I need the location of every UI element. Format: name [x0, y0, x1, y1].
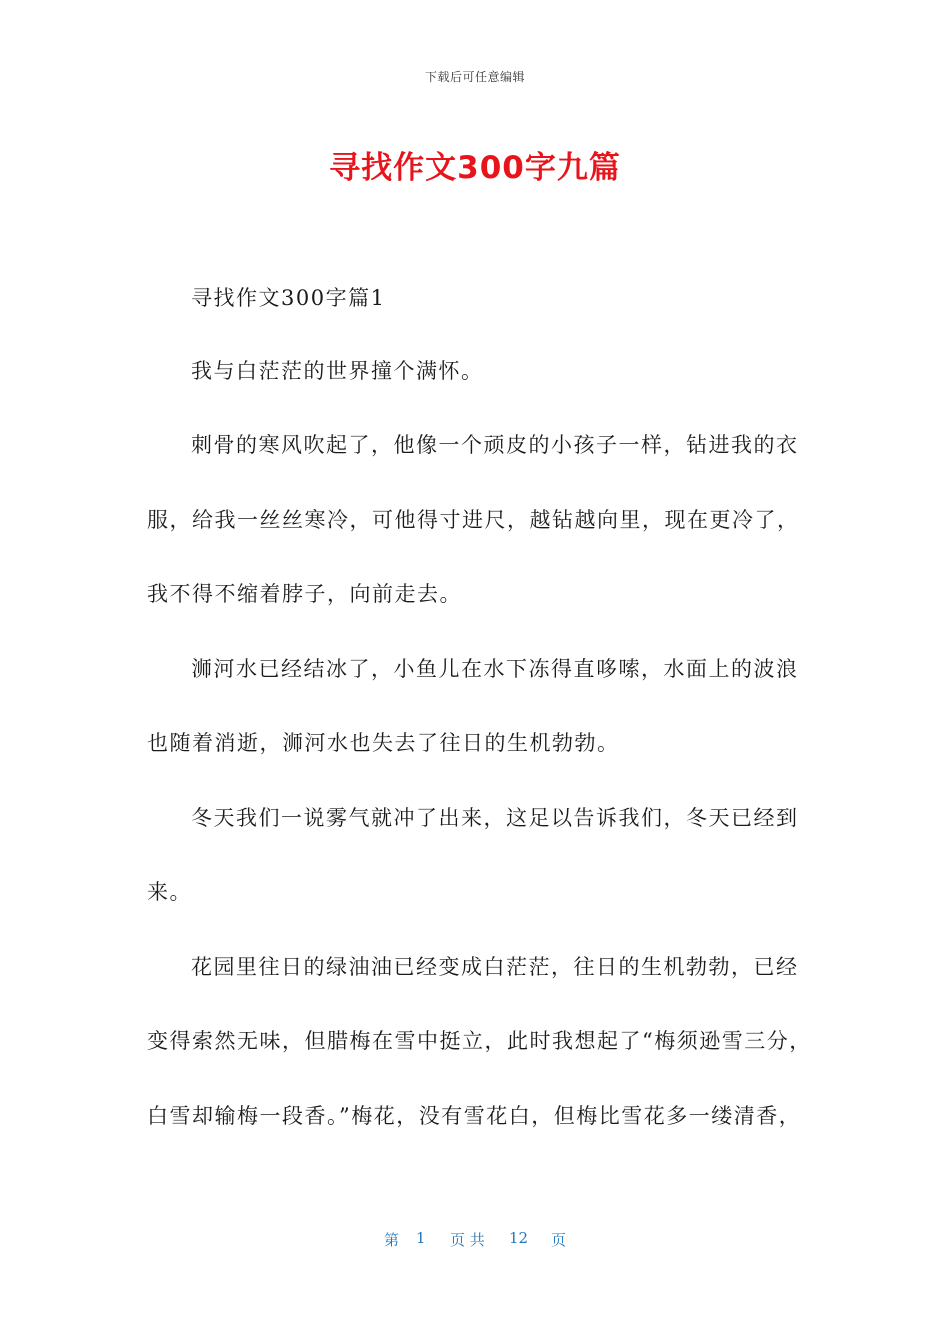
paragraph-line: 刺骨的寒风吹起了，他像一个顽皮的小孩子一样，钻进我的衣 — [191, 433, 799, 457]
paragraph-line: 变得索然无味，但腊梅在雪中挺立，此时我想起了“梅须逊雪三分， — [147, 1029, 812, 1053]
footer-ye: 页 — [551, 1231, 567, 1249]
paragraph-line: 浉河水已经结冰了，小鱼儿在水下冻得直哆嗦，水面上的波浪 — [191, 657, 799, 681]
footer-ye-gong: 页 共 — [450, 1231, 485, 1249]
footer-current-page: 1 — [416, 1229, 426, 1247]
paragraph-line: 服，给我一丝丝寒冷，可他得寸进尺，越钻越向里，现在更冷了， — [147, 508, 800, 532]
paragraph-line: 冬天我们一说雾气就冲了出来，这足以告诉我们，冬天已经到 — [191, 806, 799, 830]
document-title: 寻找作文300字九篇 — [329, 150, 621, 186]
paragraph-line: 也随着消逝，浉河水也失去了往日的生机勃勃。 — [147, 731, 620, 755]
paragraph-line: 我与白茫茫的世界撞个满怀。 — [191, 359, 484, 383]
footer-total-pages: 12 — [509, 1229, 529, 1247]
section-heading: 寻找作文300字篇1 — [191, 286, 386, 310]
paragraph-line: 我不得不缩着脖子，向前走去。 — [147, 582, 462, 606]
page-footer — [0, 1229, 950, 1253]
paragraph-line: 花园里往日的绿油油已经变成白茫茫，往日的生机勃勃，已经 — [191, 955, 799, 979]
header-note: 下载后可任意编辑 — [424, 70, 525, 84]
paragraph-line: 白雪却输梅一段香。”梅花，没有雪花白，但梅比雪花多一缕清香， — [147, 1104, 802, 1128]
footer-di: 第 — [384, 1231, 400, 1249]
paragraph-line: 来。 — [147, 880, 192, 904]
